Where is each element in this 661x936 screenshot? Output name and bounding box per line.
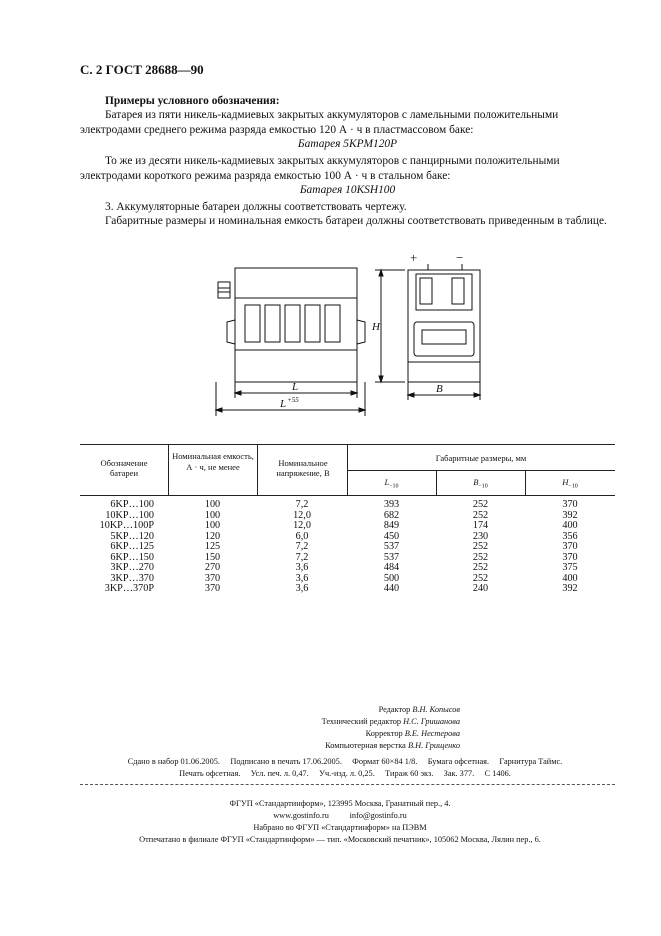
page-header: С. 2 ГОСТ 28688—90 [80, 62, 204, 77]
example2-designation: Батарея 10KSH100 [299, 184, 396, 196]
table-cell: 3KP…270 [110, 562, 154, 573]
table-cell: 3,6 [295, 572, 309, 584]
dim-L55-label: L [280, 398, 287, 410]
table-cell: 252 [472, 499, 489, 510]
dim-L-label: L [292, 381, 299, 393]
table-col-capacity: Номинальная емкость, А · ч, не менее [172, 451, 254, 472]
table-cell: 7,2 [295, 499, 309, 510]
clause-3: 3. Аккумуляторные батареи должны соответствовать чертежу. [105, 201, 407, 213]
table-row [80, 584, 615, 595]
table-cell: 392 [562, 509, 578, 521]
table-body [80, 500, 615, 595]
table-col-voltage: Номинальное напряжение, В [276, 458, 330, 478]
table-cell: 6KP…100 [110, 499, 154, 510]
front-view-body [235, 268, 357, 382]
table-cell: 393 [383, 499, 400, 510]
plus-sign: + [410, 250, 418, 265]
table-cell: 12,0 [293, 509, 311, 521]
publisher-line-2: www.gostinfo.ru info@gostinfo.ru [273, 811, 407, 820]
table-sub-L: $L_{-10}$ [384, 477, 399, 490]
table-cell: 252 [472, 551, 489, 563]
table-cell: 3KP…370P [104, 583, 154, 594]
credit-tech-editor: Технический редактор Н.С. Гришанова [321, 717, 460, 726]
publisher-line-1: ФГУП «Стандартинформ», 123995 Москва, Гранатный пер., 4. [229, 799, 451, 808]
table-col-designation: Обозначение батареи [100, 458, 148, 478]
credit-editor: Редактор В.Н. Копысов [378, 705, 460, 714]
table-cell: 370 [204, 583, 221, 594]
table-cell: 10KP…100 [105, 509, 154, 521]
table-cell: 849 [383, 520, 400, 531]
table-cell: 484 [383, 562, 400, 573]
table-cell: 7,2 [295, 551, 309, 563]
dim-H-label: H [372, 321, 380, 333]
table-cell: 370 [562, 499, 578, 510]
imprint-line-1: Сдано в набор 01.06.2005. Подписано в печать 17.06.2005. Формат 60×84 1/8. Бумага офсетная. Гарнитура Таймс. [127, 757, 563, 766]
table-cell: 12,0 [293, 520, 311, 531]
table-cell: 150 [204, 551, 221, 563]
table-row [80, 553, 615, 564]
table-cell: 370 [562, 541, 578, 552]
publisher-line-4: Отпечатано в филиале ФГУП «Стандартинформ» — тип. «Московский печатник», 105062 Москва, Лялин пер., 6. [139, 835, 541, 844]
table-cell: 356 [562, 530, 578, 542]
table-cell: 10KP…100P [99, 520, 154, 531]
table-cell: 125 [204, 541, 221, 552]
table-cell: 3,6 [295, 583, 309, 594]
table-cell: 682 [383, 509, 400, 521]
table-row [80, 563, 615, 574]
table-cell: 252 [472, 509, 489, 521]
table-cell: 100 [204, 509, 221, 521]
table-cell: 440 [383, 583, 400, 594]
table-cell: 370 [204, 572, 221, 584]
credit-layout: Компьютерная верстка В.Н. Грищенко [325, 741, 460, 750]
table-cell: 450 [383, 530, 400, 542]
table-cell: 6KP…150 [110, 551, 154, 563]
table-cell: 230 [472, 530, 489, 542]
dim-B-label: B [436, 383, 443, 395]
table-cell: 5KP…120 [110, 530, 154, 542]
table-cell: 120 [204, 530, 221, 542]
table-cell: 392 [562, 583, 578, 594]
example1-text: Батарея из пяти никель-кадмиевых закрытых аккумуляторов с ламельными положительными электродами среднего режима разряда емкостью 120 А · ч в пластмассовом баке: [80, 109, 559, 136]
example1-designation: Батарея 5KPM120P [297, 138, 398, 150]
table-cell: 6KP…125 [110, 541, 154, 552]
table-cell: 537 [383, 541, 400, 552]
clause-3-note: Габаритные размеры и номинальная емкость батареи должны соответствовать приведенным в таблице. [105, 215, 607, 227]
table-row [80, 500, 615, 511]
credit-corrector: Корректор В.Е. Нестерова [365, 729, 460, 738]
battery-drawing [200, 250, 500, 420]
table-cell: 6,0 [295, 530, 309, 542]
table-row [80, 532, 615, 543]
table-cell: 400 [562, 572, 578, 584]
table-cell: 252 [472, 572, 489, 584]
table-cell: 537 [383, 551, 400, 563]
table-row [80, 511, 615, 522]
minus-sign: − [456, 250, 464, 265]
table-header-rule [80, 495, 615, 496]
table-sub-H: $H_{-10}$ [562, 477, 578, 490]
imprint-line-2: Печать офсетная. Усл. печ. л. 0,47. Уч.-изд. л. 0,25. Тираж 60 экз. Зак. 377. С 1406. [179, 769, 511, 778]
table-cell: 240 [472, 583, 489, 594]
table-cell: 3,6 [295, 562, 309, 573]
imprint-rule [80, 784, 615, 785]
table-row [80, 521, 615, 532]
side-view-body [408, 270, 480, 382]
publisher-line-3: Набрано во ФГУП «Стандартинформ» на ПЭВМ [253, 823, 427, 832]
table-cell: 400 [562, 520, 578, 531]
table-col-dimensions: Габаритные размеры, мм [435, 453, 527, 463]
examples-heading: Примеры условного обозначения: [105, 95, 280, 107]
table-cell: 252 [472, 562, 489, 573]
table-sub-B: $B_{-10}$ [473, 477, 488, 490]
table-row [80, 542, 615, 553]
table-cell: 100 [204, 520, 221, 531]
table-cell: 500 [383, 572, 400, 584]
table-cell: 252 [472, 541, 489, 552]
example2-text: То же из десяти никель-кадмиевых закрытых аккумуляторов с панцирными положительными электродами короткого режима разряда емкостью 100 А · ч в стальном баке: [80, 155, 560, 182]
table-cell: 7,2 [295, 541, 309, 552]
dim-L55-sup: +55 [287, 396, 299, 404]
table-row [80, 574, 615, 585]
table-cell: 100 [204, 499, 221, 510]
table-cell: 3KP…370 [110, 572, 154, 584]
table-cell: 270 [204, 562, 221, 573]
table-cell: 174 [472, 520, 489, 531]
table-cell: 375 [562, 562, 578, 573]
table-cell: 370 [562, 551, 578, 563]
